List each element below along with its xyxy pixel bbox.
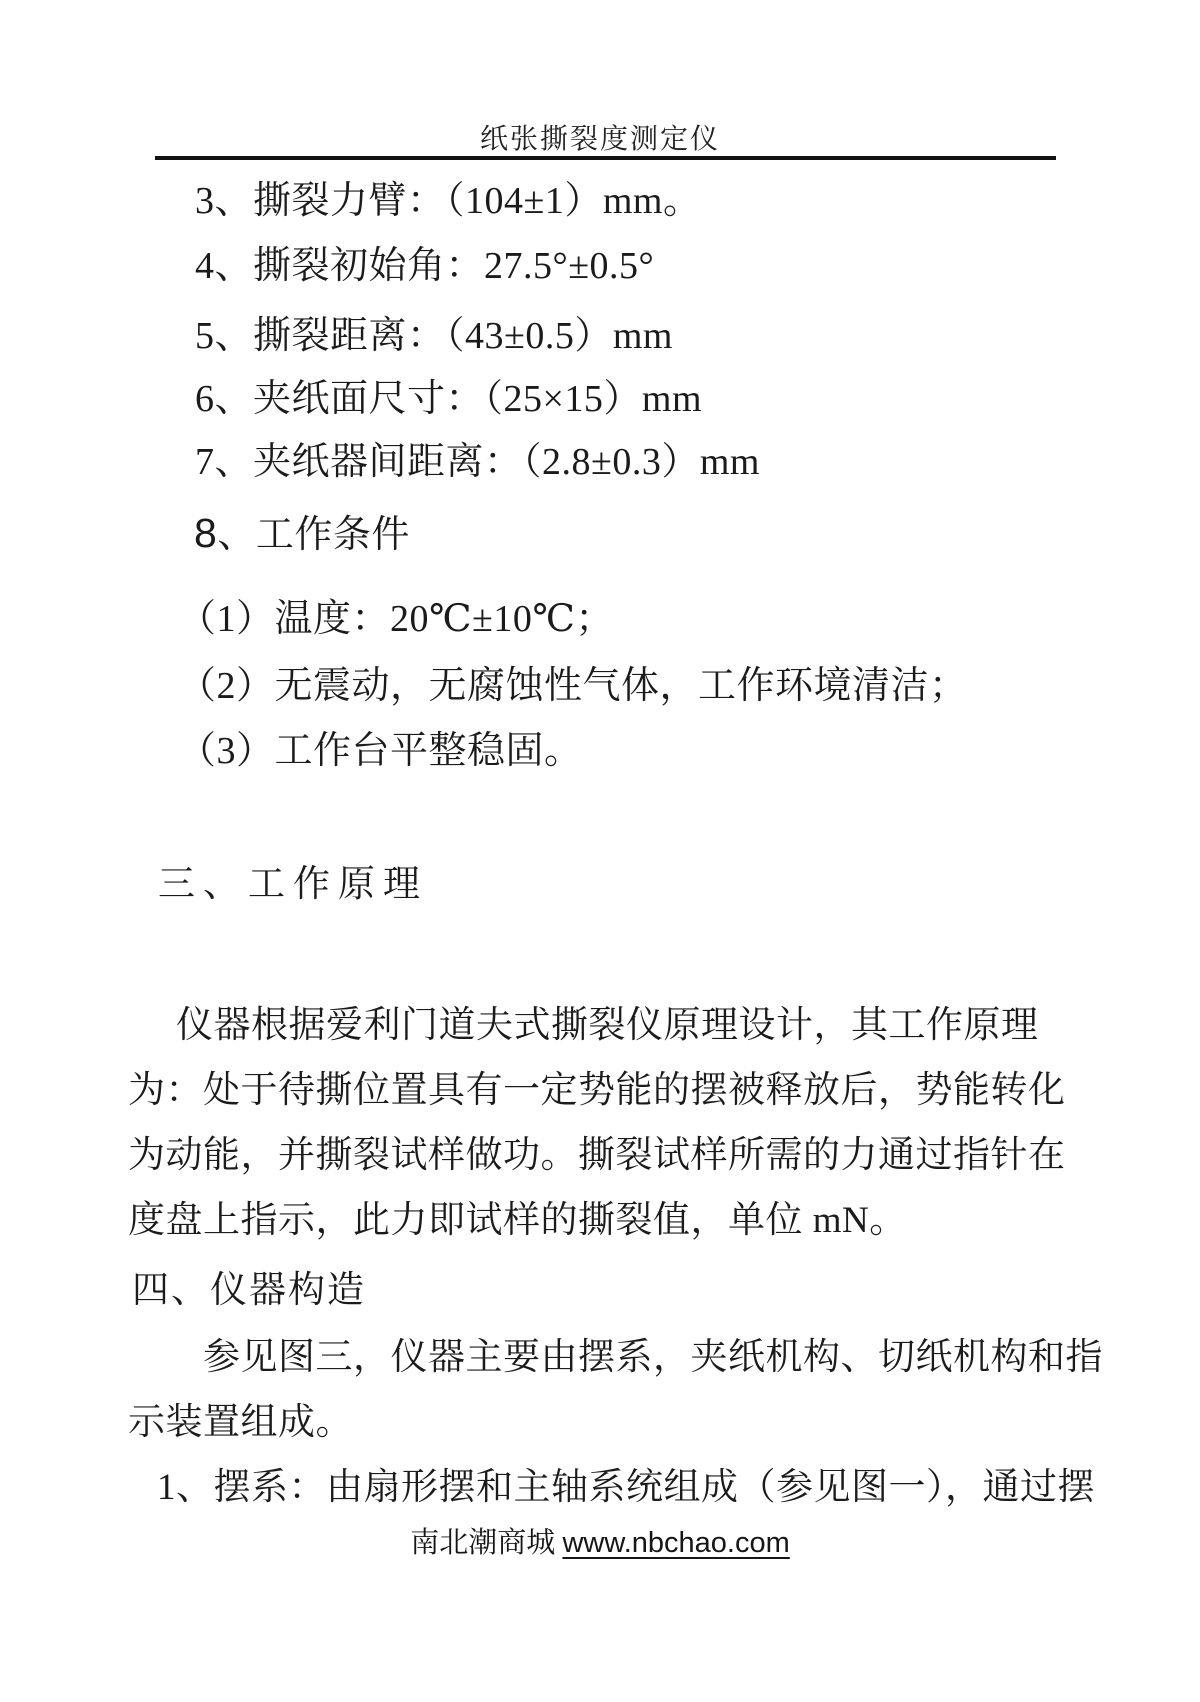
footer-site-name: 南北潮商城 — [410, 1527, 556, 1559]
principle-paragraph-line: 为动能，并撕裂试样做功。撕裂试样所需的力通过指针在 — [128, 1135, 1066, 1176]
spec-item-3: 3、撕裂力臂：（104±1）mm。 — [195, 180, 702, 222]
construction-paragraph-line: 示装置组成。 — [128, 1402, 353, 1443]
page-footer — [0, 1524, 1200, 1562]
spec-item-6: 6、夹纸面尺寸：（25×15）mm — [195, 378, 703, 420]
working-conditions-number: 8 — [194, 510, 218, 556]
principle-paragraph-line: 为：处于待撕位置具有一定势能的摆被释放后，势能转化 — [128, 1070, 1066, 1111]
spec-item-4: 4、撕裂初始角：27.5°±0.5° — [195, 245, 655, 287]
construction-paragraph-line: 参见图三，仪器主要由摆系，夹纸机构、切纸机构和指 — [203, 1337, 1103, 1378]
principle-paragraph-line: 度盘上指示，此力即试样的撕裂值，单位 mN。 — [128, 1200, 907, 1241]
page-title: 纸张撕裂度测定仪 — [479, 124, 720, 155]
working-conditions-heading — [194, 510, 410, 558]
principle-paragraph-line: 仪器根据爱利门道夫式撕裂仪原理设计，其工作原理 — [176, 1005, 1039, 1046]
condition-item-2: （2）无震动，无腐蚀性气体，工作环境清洁； — [178, 665, 968, 707]
header-divider — [155, 156, 1056, 160]
spec-item-7: 7、夹纸器间距离：（2.8±0.3）mm — [195, 441, 760, 483]
spec-item-5: 5、撕裂距离：（43±0.5）mm — [195, 315, 673, 357]
footer-site-link[interactable]: www.nbchao.com — [562, 1527, 790, 1559]
section-heading-principle: 三、工作原理 — [158, 864, 428, 905]
condition-item-3: （3）工作台平整稳固。 — [178, 730, 583, 772]
section-heading-construction: 四、仪器构造 — [132, 1270, 366, 1311]
working-conditions-title: 、工作条件 — [217, 514, 410, 556]
construction-list-item-1: 1、摆系：由扇形摆和主轴系统组成（参见图一），通过摆 — [157, 1467, 1095, 1508]
condition-item-1: （1）温度：20℃±10℃； — [178, 598, 614, 640]
